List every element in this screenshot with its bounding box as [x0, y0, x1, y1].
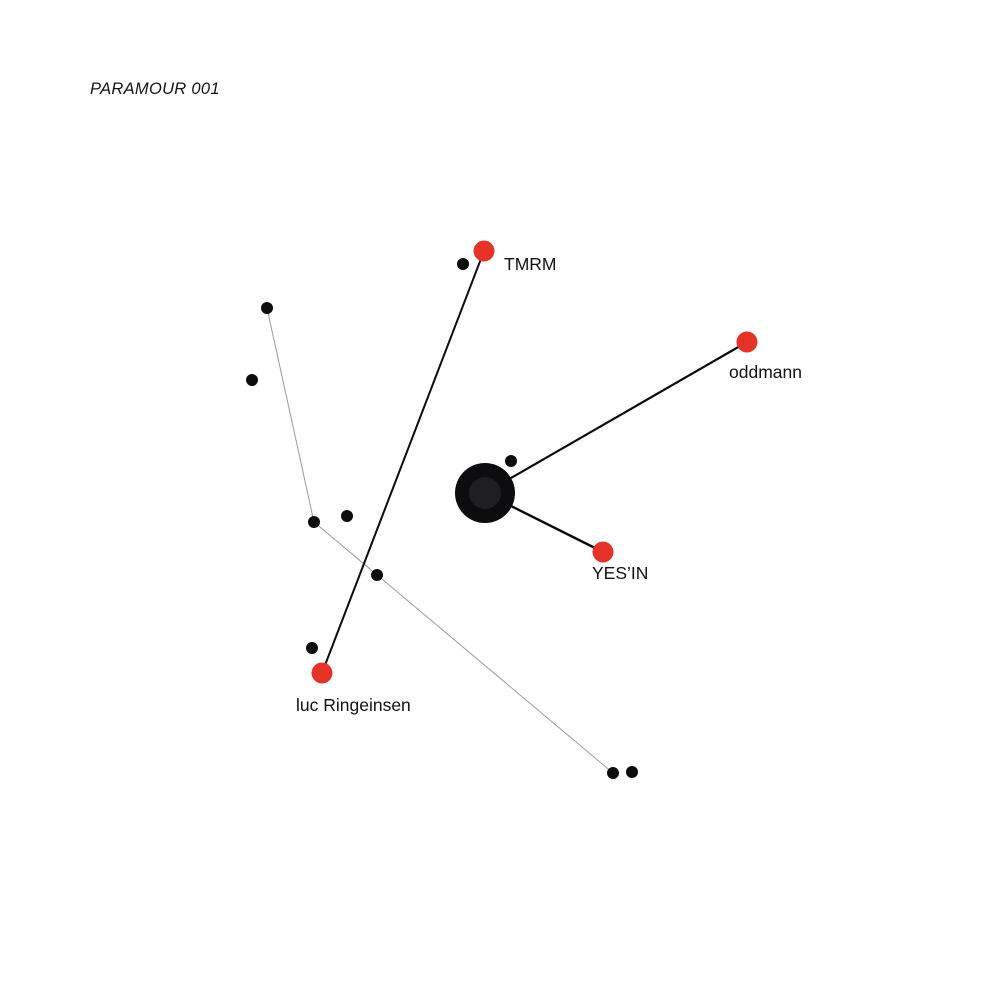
dot-9 [626, 766, 638, 778]
node-luc-ringeinsen [312, 663, 333, 684]
node-yesin [593, 542, 614, 563]
node-tmrm [474, 241, 495, 262]
dot-4 [308, 516, 320, 528]
dot-2 [246, 374, 258, 386]
dot-7 [306, 642, 318, 654]
edge-tmrm-to-luc-line [322, 251, 484, 673]
node-label-tmrm: TMRM [504, 254, 557, 274]
node-label-oddmann: oddmann [729, 362, 802, 382]
dot-5 [505, 455, 517, 467]
hub-node-inner [469, 477, 501, 509]
dot-0 [457, 258, 469, 270]
dot-1 [261, 302, 273, 314]
dot-8 [607, 767, 619, 779]
node-label-luc-ringeinsen: luc Ringeinsen [296, 695, 411, 715]
dot-3 [341, 510, 353, 522]
node-label-yesin: YES’IN [592, 563, 649, 583]
page-title: PARAMOUR 001 [90, 80, 220, 98]
edge-hub-to-oddmann-line [485, 342, 747, 493]
node-oddmann [737, 332, 758, 353]
dot-6 [371, 569, 383, 581]
